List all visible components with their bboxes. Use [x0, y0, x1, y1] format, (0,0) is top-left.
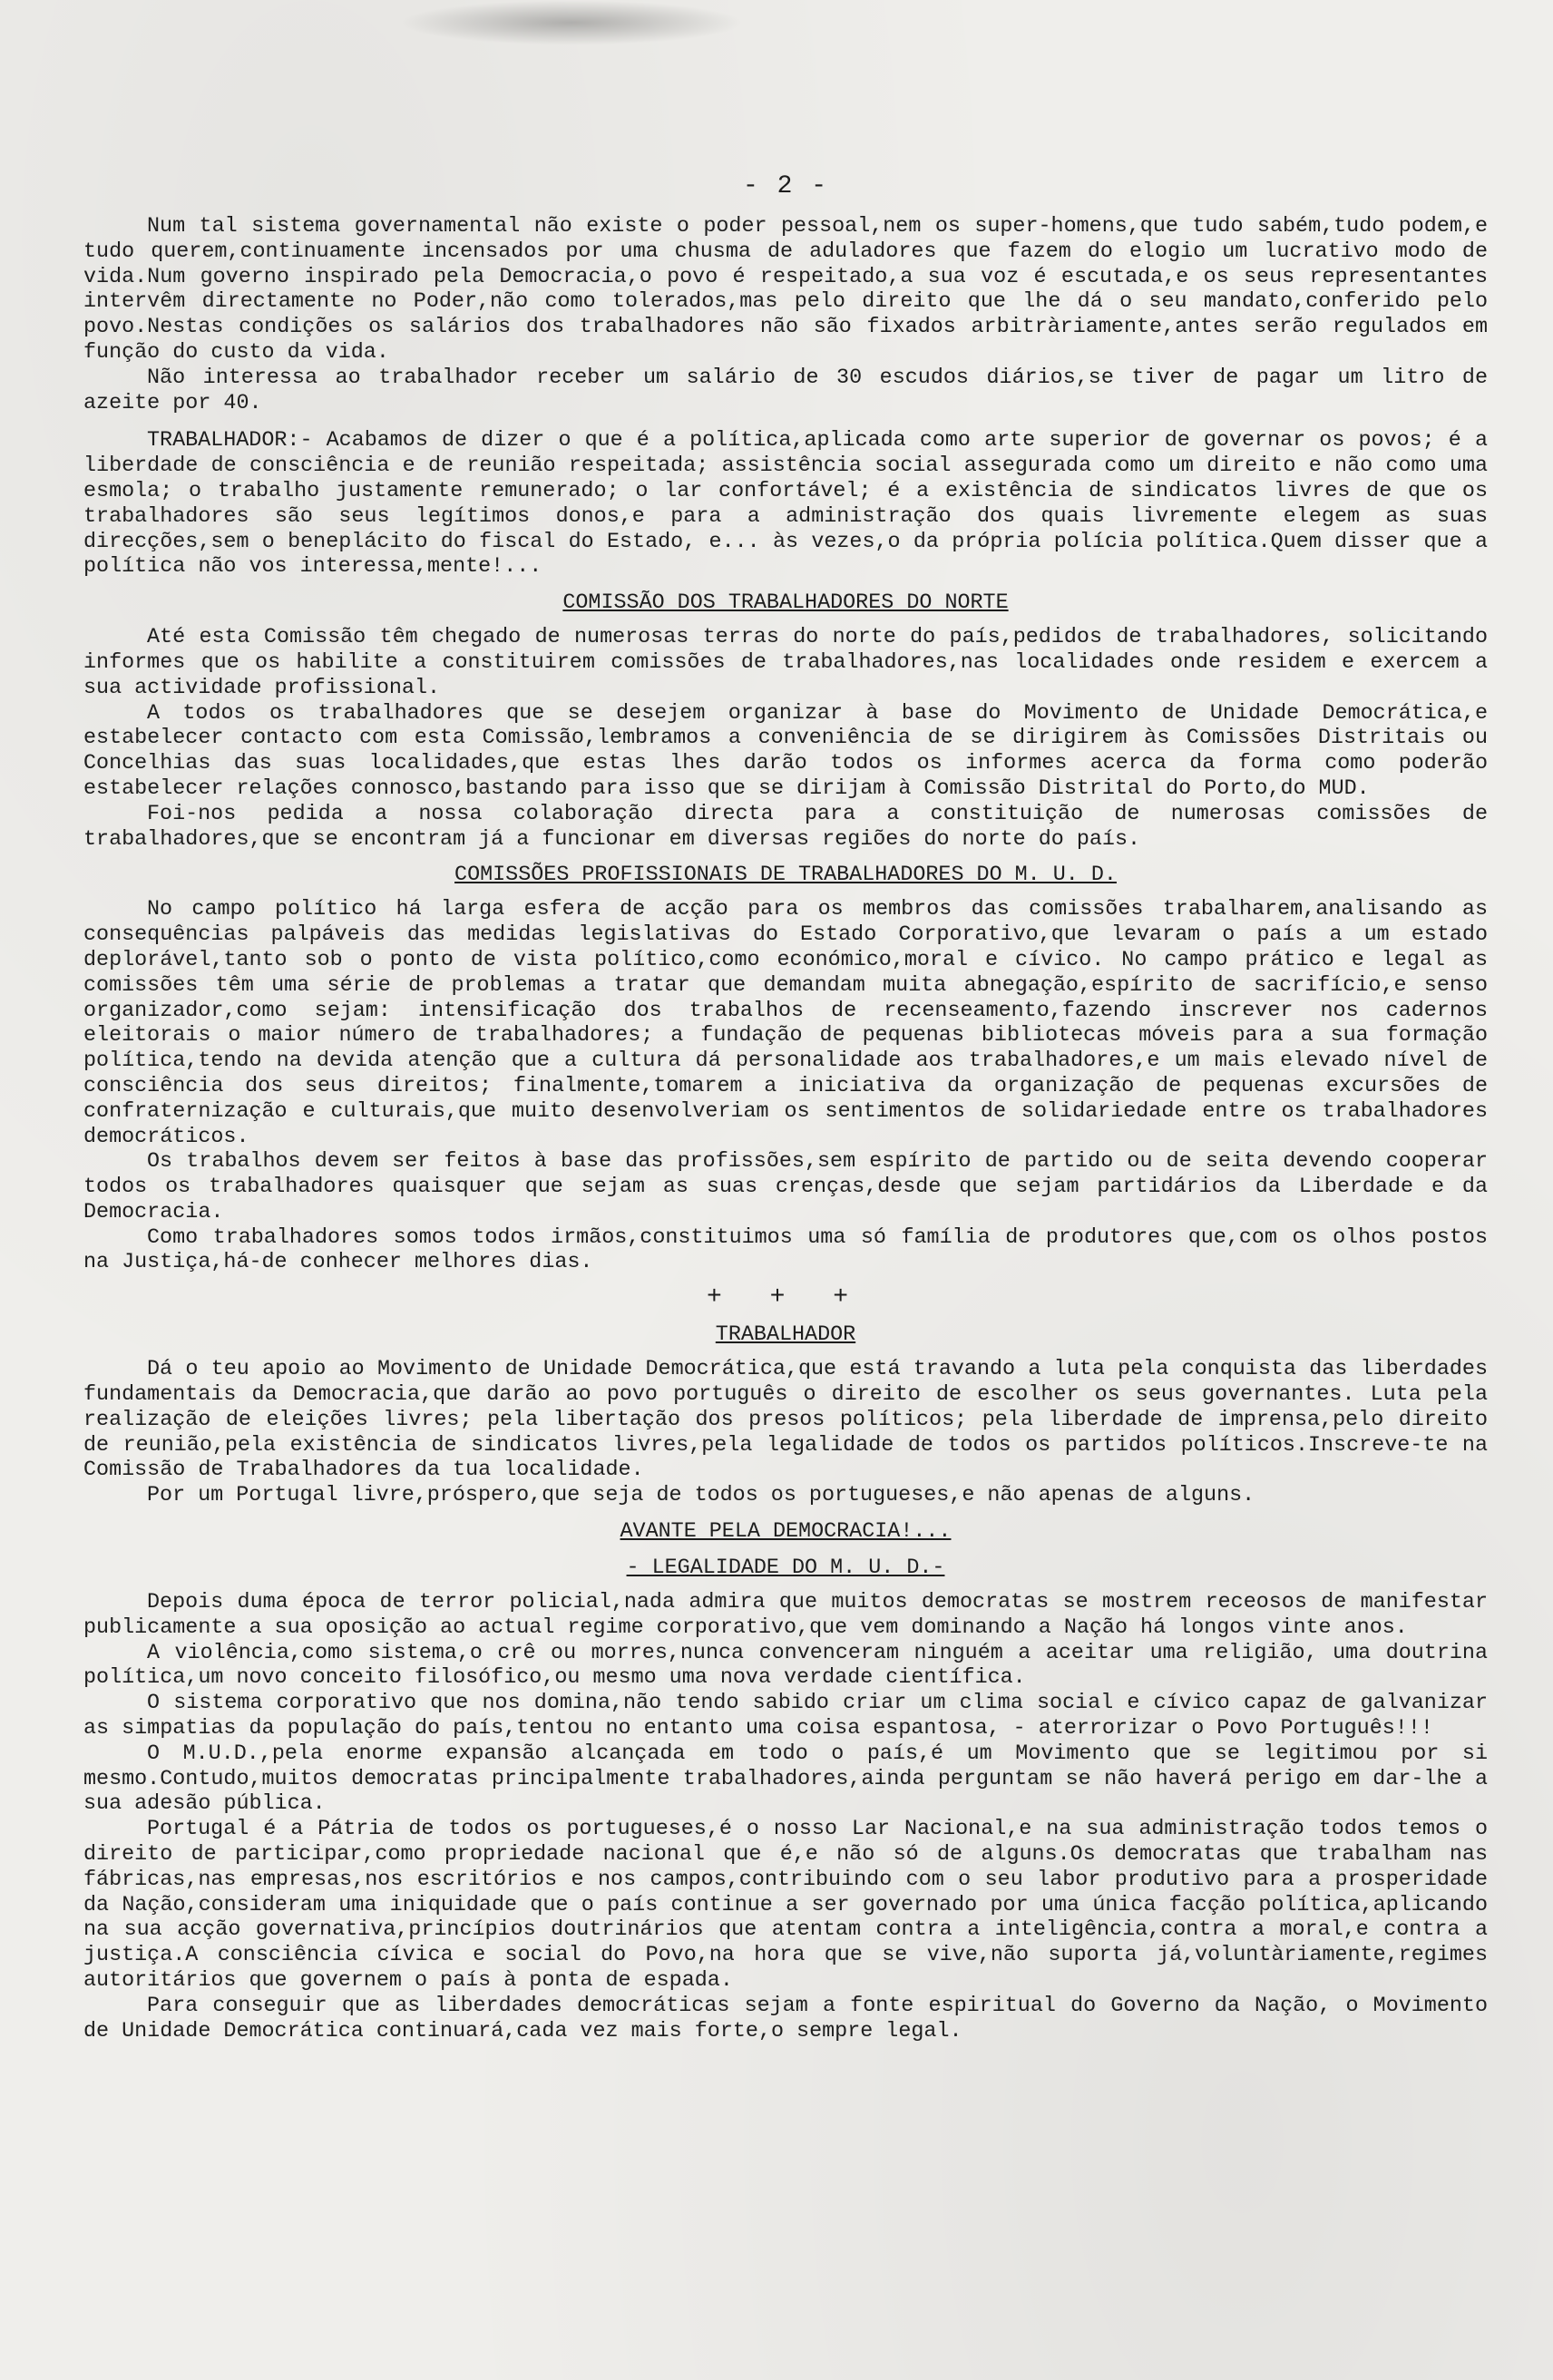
section-heading-comissao-norte: COMISSÃO DOS TRABALHADORES DO NORTE	[562, 591, 1009, 616]
section-heading-legalidade: - LEGALIDADE DO M. U. D.-	[626, 1556, 945, 1581]
slogan-avante: AVANTE PELA DEMOCRACIA!...	[620, 1520, 952, 1545]
section4-paragraph-5: Portugal é a Pátria de todos os portugueses,é o nosso Lar Nacional,e na sua administração todos temos o direito de participar,como propriedade nacional que é,e não só de alguns.Os democratas que trabalham nas fábricas,nas empresas,nos escritórios e nos campos,contribuindo com o seu labor produtivo para a prosperidade da Nação,consideram uma iniquidade que o país continue a ser governado por uma única facção política,aplicando na sua acção governativa,princípios doutrinários que atentam contra a inteligência,contra a moral,e contra a justiça.A consciência cívica e social do Povo,na hora que se vive,não suporta já,voluntàriamente,regimes autoritários que governem o país à ponta de espada.	[83, 1818, 1488, 1994]
section4-paragraph-6: Para conseguir que as liberdades democráticas sejam a fonte espiritual do Governo da Nação, o Movimento de Unidade Democrática continuará,cada vez mais forte,o sempre legal.	[83, 1994, 1488, 2043]
section4-paragraph-2: A violência,como sistema,o crê ou morres,nunca convenceram ninguém a aceitar uma religião, uma doutrina política,um novo conceito filosófico,ou mesmo uma nova verdade científica.	[83, 1641, 1488, 1691]
section3-paragraph-1: Dá o teu apoio ao Movimento de Unidade Democrática,que está travando a luta pela conquista das liberdades fundamentais da Democracia,que darão ao povo português o direito de escolher os seus governantes. Luta pela realização de eleições livres; pela libertação dos presos políticos; pela liberdade de imprensa,pelo direito de reunião,pela existência de sindicatos livres,pela legalidade de todos os partidos políticos.Inscreve-te na Comissão de Trabalhadores da tua localidade.	[83, 1358, 1488, 1483]
section4-paragraph-1: Depois duma época de terror policial,nada admira que muitos democratas se mostrem receosos de manifestar publicamente a sua oposição ao actual regime corporativo,que vem dominando a Nação há longos vinte anos.	[83, 1591, 1488, 1640]
ink-smudge	[399, 0, 744, 45]
section-heading-trabalhador: TRABALHADOR	[715, 1323, 856, 1348]
intro-paragraph-2: Não interessa ao trabalhador receber um salário de 30 escudos diários,se tiver de pagar um litro de azeite por 40.	[83, 366, 1488, 415]
section2-paragraph-2: Os trabalhos devem ser feitos à base das profissões,sem espírito de partido ou de seita devendo cooperar todos os trabalhadores quaisquer que sejam as suas crenças,desde que sejam partidários da Liberdade e da Democracia.	[83, 1150, 1488, 1224]
separator-crosses: + + +	[706, 1283, 864, 1312]
section3-paragraph-2: Por um Portugal livre,próspero,que seja de todos os portugueses,e não apenas de alguns.	[147, 1484, 1255, 1508]
section1-paragraph-1: Até esta Comissão têm chegado de numerosas terras do norte do país,pedidos de trabalhadores, solicitando informes que os habilite a constituirem comissões de trabalhadores,nas localidades onde residem e exercem a sua actividade profissional.	[83, 626, 1488, 700]
section2-paragraph-3: Como trabalhadores somos todos irmãos,constituimos uma só família de produtores que,com os olhos postos na Justiça,há-de conhecer melhores dias.	[83, 1225, 1488, 1275]
page-number: - 2 -	[742, 172, 828, 200]
section4-paragraph-4: O M.U.D.,pela enorme expansão alcançada em todo o país,é um Movimento que se legitimou por si mesmo.Contudo,muitos democratas principalmente trabalhadores,ainda perguntam se não haverá perigo em dar-lhe a sua adesão pública.	[83, 1741, 1488, 1817]
section4-paragraph-3: O sistema corporativo que nos domina,não tendo sabido criar um clima social e cívico capaz de galvanizar as simpatias da população do país,tentou no entanto uma coisa espantosa, - aterrorizar o Povo Português!!!	[83, 1692, 1488, 1741]
section1-paragraph-3: Foi-nos pedida a nossa colaboração directa para a constituição de numerosas comissões de trabalhadores,que se encontram já a funcionar em diversas regiões do norte do país.	[83, 802, 1488, 852]
section2-paragraph-1: No campo político há larga esfera de acção para os membros das comissões trabalharem,analisando as consequências palpáveis das medidas legislativas do Estado Corporativo,que levaram o país a um estado deplorável,tanto sob o ponto de vista político,como económico,moral e cívico. No campo prático e legal as comissões têm uma série de problemas a tratar que demandam muita abnegação,espírito de sacrifício,e senso organizador,como sejam: intensificação dos trabalhos de recenseamento,fazendo inscrever nos cadernos eleitorais o maior número de trabalhadores; a fundação de pequenas bibliotecas móveis para a sua formação política,tendo na devida atenção que a cultura dá personalidade aos trabalhadores,e um mais elevado nível de consciência dos seus direitos; finalmente,tomarem a iniciativa da organização de pequenas excursões de confraternização e culturais,que muito desenvolveriam os sentimentos de solidariedade entre os trabalhadores democráticos.	[83, 898, 1488, 1149]
intro-paragraph-3: TRABALHADOR:- Acabamos de dizer o que é a política,aplicada como arte superior de governar os povos; é a liberdade de consciência e de reunião respeitada; assistência social assegurada como um direito e não como uma esmola; o trabalho justamente remunerado; o lar confortável; é a existência de sindicatos livres de que os trabalhadores são seus legítimos donos,e para a administração dos quais livremente elegem as suas direcções,sem o beneplácito do fiscal do Estado, e... às vezes,o da própria polícia política.Quem disser que a política não vos interessa,mente!...	[83, 429, 1488, 580]
intro-paragraph-1: Num tal sistema governamental não existe o poder pessoal,nem os super-homens,que tudo sabém,tudo podem,e tudo querem,continuamente incensados por uma chusma de aduladores que fazem do elogio um lucrativo modo de vida.Num governo inspirado pela Democracia,o povo é respeitado,a sua voz é escutada,e os seus representantes intervêm directamente no Poder,não como tolerados,mas pelo direito que lhe dá o seu mandato,conferido pelo povo.Nestas condições os salários dos trabalhadores não são fixados arbitràriamente,antes serão regulados em função do custo da vida.	[83, 215, 1488, 365]
section1-paragraph-2: A todos os trabalhadores que se desejem organizar à base do Movimento de Unidade Democrática,e estabelecer contacto com esta Comissão,lembramos a conveniência de se dirigirem às Comissões Distritais ou Concelhias das suas localidades,que estas lhes darão todos os informes acerca da forma como poderão estabelecer relações connosco,bastando para isso que se dirijam à Comissão Distrital do Porto,do MUD.	[83, 701, 1488, 801]
section-heading-comissoes-profissionais: COMISSÕES PROFISSIONAIS DE TRABALHADORES DO M. U. D.	[454, 863, 1117, 888]
